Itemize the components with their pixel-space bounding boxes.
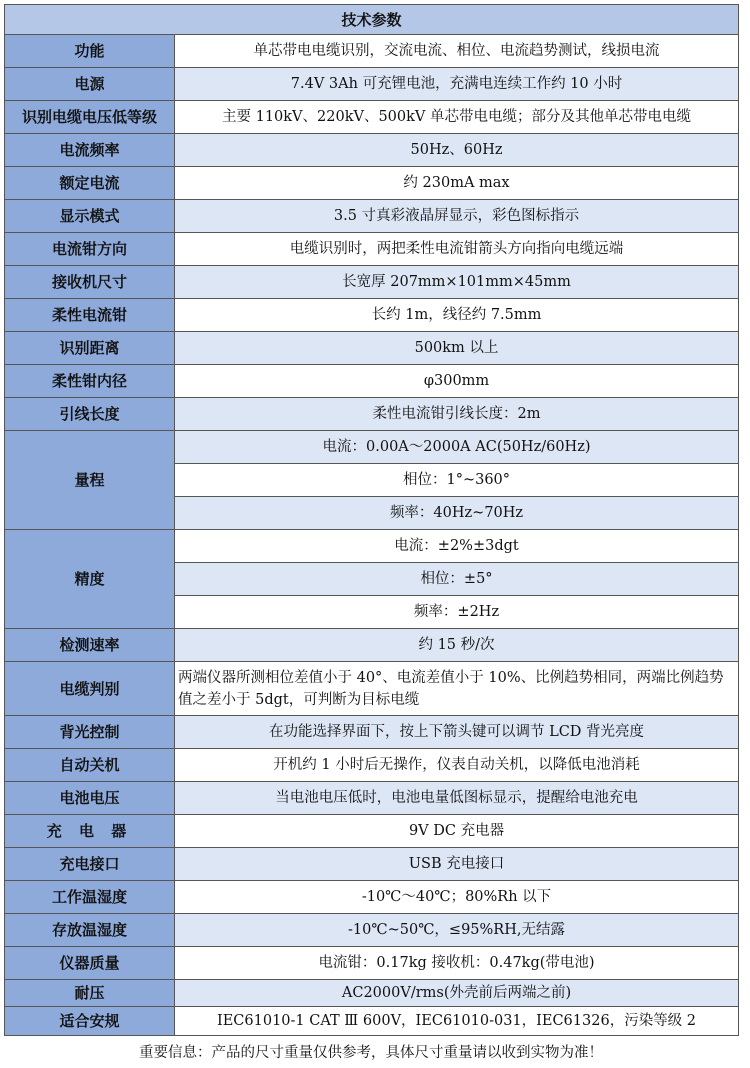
- row-value: 电流钳：0.17kg 接收机：0.47kg(带电池): [175, 947, 739, 980]
- row-value: USB 充电接口: [175, 848, 739, 881]
- row-label: 充 电 器: [5, 815, 175, 848]
- row-label: 存放温湿度: [5, 914, 175, 947]
- row-value: φ300mm: [175, 365, 739, 398]
- table-row: [5, 68, 739, 101]
- row-label: 额定电流: [5, 167, 175, 200]
- table-row: [5, 200, 739, 233]
- table-row: [5, 1007, 739, 1036]
- row-value: 开机约 1 小时后无操作，仪表自动关机，以降低电池消耗: [175, 749, 739, 782]
- row-value: AC2000V/rms(外壳前后两端之前): [175, 980, 739, 1007]
- row-label: 柔性电流钳: [5, 299, 175, 332]
- table-row: [5, 716, 739, 749]
- table-row: [5, 782, 739, 815]
- table-row: [5, 332, 739, 365]
- row-value: 频率：±2Hz: [175, 596, 739, 629]
- table-row: [5, 815, 739, 848]
- table-row: [5, 266, 739, 299]
- row-value: 主要 110kV、220kV、500kV 单芯带电电缆；部分及其他单芯带电电缆: [175, 101, 739, 134]
- row-label: 量程: [5, 431, 175, 530]
- row-value: 约 230mA max: [175, 167, 739, 200]
- table-row-range: [5, 431, 739, 464]
- row-label: 适合安规: [5, 1007, 175, 1036]
- row-value: 9V DC 充电器: [175, 815, 739, 848]
- row-label: 工作温湿度: [5, 881, 175, 914]
- row-value: 频率：40Hz~70Hz: [175, 497, 739, 530]
- row-value: 电缆识别时，两把柔性电流钳箭头方向指向电缆远端: [175, 233, 739, 266]
- row-label: 背光控制: [5, 716, 175, 749]
- row-value: 7.4V 3Ah 可充锂电池，充满电连续工作约 10 小时: [175, 68, 739, 101]
- row-value: 约 15 秒/次: [175, 629, 739, 662]
- row-label: 识别电缆电压低等级: [5, 101, 175, 134]
- table-row: [5, 980, 739, 1007]
- row-label: 电流频率: [5, 134, 175, 167]
- row-value: -10℃~50℃，≤95%RH,无结露: [175, 914, 739, 947]
- table-row: [5, 365, 739, 398]
- row-label: 精度: [5, 530, 175, 629]
- row-label: 耐压: [5, 980, 175, 1007]
- row-value: 电流：±2%±3dgt: [175, 530, 739, 563]
- table-row: [5, 629, 739, 662]
- row-label: 引线长度: [5, 398, 175, 431]
- table-row: [5, 398, 739, 431]
- spec-table: [4, 4, 739, 1036]
- row-value: 单芯带电电缆识别，交流电流、相位、电流趋势测试，线损电流: [175, 35, 739, 68]
- table-row-accuracy: [5, 530, 739, 563]
- row-value: 50Hz、60Hz: [175, 134, 739, 167]
- row-label: 检测速率: [5, 629, 175, 662]
- table-row: [5, 914, 739, 947]
- row-value: -10℃～40℃；80%Rh 以下: [175, 881, 739, 914]
- row-label: 充电接口: [5, 848, 175, 881]
- table-row: [5, 167, 739, 200]
- row-label: 仪器质量: [5, 947, 175, 980]
- row-value: 3.5 寸真彩液晶屏显示，彩色图标指示: [175, 200, 739, 233]
- table-row: [5, 101, 739, 134]
- table-title-row: [5, 5, 739, 35]
- table-row: [5, 947, 739, 980]
- row-label: 电池电压: [5, 782, 175, 815]
- row-label: 接收机尺寸: [5, 266, 175, 299]
- row-label: 电源: [5, 68, 175, 101]
- table-row: [5, 35, 739, 68]
- row-value: 两端仪器所测相位差值小于 40°、电流差值小于 10%、比例趋势相同，两端比例趋势值之差小于 5dgt，可判断为目标电缆: [175, 662, 739, 716]
- table-row: [5, 881, 739, 914]
- footnote: 重要信息：产品的尺寸重量仅供参考，具体尺寸重量请以收到实物为准！: [139, 1045, 603, 1061]
- row-label: 功能: [5, 35, 175, 68]
- row-value: 500km 以上: [175, 332, 739, 365]
- row-value: IEC61010-1 CAT Ⅲ 600V，IEC61010-031，IEC61326，污染等级 2: [175, 1007, 739, 1036]
- row-label: 电流钳方向: [5, 233, 175, 266]
- table-row: [5, 848, 739, 881]
- row-value: 长宽厚 207mm×101mm×45mm: [175, 266, 739, 299]
- row-value: 电流：0.00A～2000A AC(50Hz/60Hz): [175, 431, 739, 464]
- table-row: [5, 233, 739, 266]
- row-value: 长约 1m，线径约 7.5mm: [175, 299, 739, 332]
- row-label: 柔性钳内径: [5, 365, 175, 398]
- table-row: [5, 134, 739, 167]
- table-row: [5, 749, 739, 782]
- table-row: [5, 299, 739, 332]
- row-label: 识别距离: [5, 332, 175, 365]
- row-value: 相位：1°~360°: [175, 464, 739, 497]
- spec-table-container: [4, 4, 738, 1036]
- table-row-judge: [5, 662, 739, 716]
- row-label: 显示模式: [5, 200, 175, 233]
- table-title: 技术参数: [5, 5, 739, 35]
- row-value: 在功能选择界面下，按上下箭头键可以调节 LCD 背光亮度: [175, 716, 739, 749]
- row-value: 柔性电流钳引线长度：2m: [175, 398, 739, 431]
- row-value: 当电池电压低时，电池电量低图标显示，提醒给电池充电: [175, 782, 739, 815]
- row-label: 电缆判别: [5, 662, 175, 716]
- row-value: 相位：±5°: [175, 563, 739, 596]
- row-label: 自动关机: [5, 749, 175, 782]
